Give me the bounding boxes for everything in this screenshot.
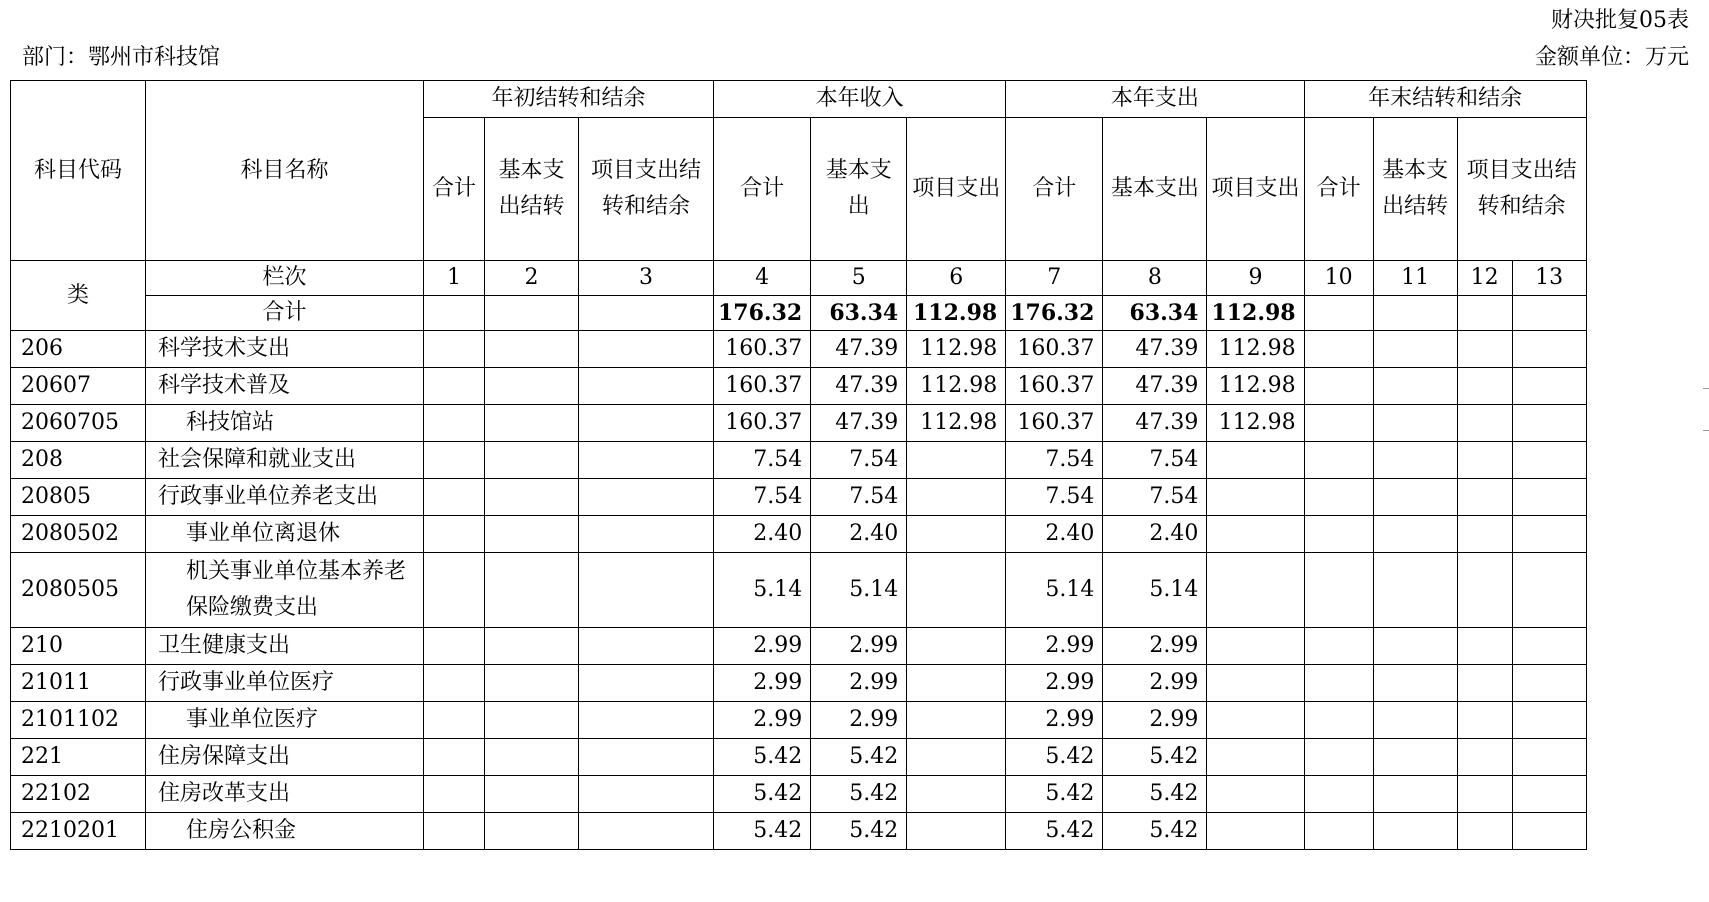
table-row (11, 665, 1587, 702)
table-cell: 2.99 (714, 665, 811, 702)
table-cell (1512, 516, 1586, 553)
table-row (11, 405, 1587, 442)
table-cell: 2.99 (811, 628, 907, 665)
header-group-opening-balance: 年初结转和结余 (424, 81, 714, 118)
table-cell (579, 296, 714, 331)
column-number: 2 (485, 261, 579, 296)
table-cell (1457, 296, 1512, 331)
table-cell (1304, 665, 1373, 702)
table-cell: 5.14 (811, 553, 907, 628)
table-cell (485, 702, 579, 739)
table-cell (1207, 776, 1304, 813)
table-cell (424, 405, 485, 442)
table-cell (485, 296, 579, 331)
table-row (11, 702, 1587, 739)
table-cell (1373, 405, 1457, 442)
table-cell (1512, 553, 1586, 628)
table-cell: 7.54 (1103, 442, 1207, 479)
table-cell (1512, 813, 1586, 850)
table-cell: 160.37 (1006, 331, 1103, 368)
table-cell: 2.99 (1103, 702, 1207, 739)
table-cell: 5.42 (811, 776, 907, 813)
table-cell (1304, 813, 1373, 850)
table-cell: 7.54 (1006, 479, 1103, 516)
table-cell (424, 665, 485, 702)
table-cell: 176.32 (1006, 296, 1103, 331)
table-cell (1207, 516, 1304, 553)
table-cell: 2.99 (1006, 702, 1103, 739)
department-label: 部门：鄂州市科技馆 (22, 45, 221, 70)
table-cell: 2.99 (714, 702, 811, 739)
table-cell (1304, 331, 1373, 368)
table-cell (1304, 553, 1373, 628)
subject-code-cell: 2101102 (11, 702, 146, 739)
table-cell (579, 516, 714, 553)
table-code: 财决批复05表 (1551, 8, 1689, 33)
table-cell: 2.99 (1103, 665, 1207, 702)
table-cell: 5.42 (1006, 739, 1103, 776)
table-cell: 5.42 (1103, 739, 1207, 776)
table-cell (1304, 739, 1373, 776)
final-accounts-table (10, 80, 1587, 850)
table-cell: 112.98 (1207, 368, 1304, 405)
table-cell: 160.37 (714, 405, 811, 442)
header-sub: 合计 (1304, 118, 1373, 261)
column-number: 13 (1512, 261, 1586, 296)
table-cell: 112.98 (907, 405, 1006, 442)
table-cell (579, 776, 714, 813)
table-cell: 5.14 (714, 553, 811, 628)
table-cell (424, 628, 485, 665)
table-cell (424, 368, 485, 405)
table-cell (1457, 405, 1512, 442)
table-cell: 7.54 (811, 479, 907, 516)
header-sub: 项目支出结转和结余 (579, 118, 714, 261)
table-cell (1512, 665, 1586, 702)
table-cell (485, 405, 579, 442)
table-row (11, 776, 1587, 813)
table-cell (424, 331, 485, 368)
table-cell (1457, 665, 1512, 702)
table-cell: 2.40 (714, 516, 811, 553)
table-cell (1207, 739, 1304, 776)
header-sub: 基本支出结转 (485, 118, 579, 261)
column-number: 7 (1006, 261, 1103, 296)
table-cell (1512, 368, 1586, 405)
column-number: 1 (424, 261, 485, 296)
table-cell: 7.54 (1006, 442, 1103, 479)
column-number: 12 (1457, 261, 1512, 296)
table-cell (424, 739, 485, 776)
table-cell (1512, 776, 1586, 813)
table-cell (1373, 516, 1457, 553)
table-cell (485, 479, 579, 516)
table-cell (1457, 516, 1512, 553)
table-cell (1457, 368, 1512, 405)
subject-name-cell: 住房公积金 (146, 813, 424, 850)
subject-code-cell: 21011 (11, 665, 146, 702)
header-sub: 基本支出结转 (1373, 118, 1457, 261)
table-cell: 47.39 (811, 331, 907, 368)
table-cell (424, 702, 485, 739)
subject-name-cell: 事业单位医疗 (146, 702, 424, 739)
table-cell (1304, 516, 1373, 553)
table-cell (907, 813, 1006, 850)
table-cell: 5.14 (1006, 553, 1103, 628)
table-cell: 2.40 (1103, 516, 1207, 553)
table-cell: 5.42 (714, 813, 811, 850)
table-cell (485, 516, 579, 553)
table-cell (579, 813, 714, 850)
table-row (11, 331, 1587, 368)
table-cell: 160.37 (714, 368, 811, 405)
table-cell (1512, 739, 1586, 776)
table-cell (1457, 479, 1512, 516)
header-sub: 基本支出 (1103, 118, 1207, 261)
table-cell: 7.54 (811, 442, 907, 479)
table-row (11, 553, 1587, 628)
table-cell (485, 368, 579, 405)
table-cell: 5.42 (714, 776, 811, 813)
table-row (11, 516, 1587, 553)
header-sub: 合计 (714, 118, 811, 261)
column-number: 3 (579, 261, 714, 296)
column-number: 8 (1103, 261, 1207, 296)
table-cell (1373, 442, 1457, 479)
table-cell (1457, 331, 1512, 368)
subject-code-cell: 206 (11, 331, 146, 368)
table-row (11, 739, 1587, 776)
subject-code-cell: 2210201 (11, 813, 146, 850)
table-cell (485, 553, 579, 628)
table-cell (1207, 665, 1304, 702)
table-cell: 2.40 (1006, 516, 1103, 553)
table-cell: 160.37 (714, 331, 811, 368)
table-cell (1457, 776, 1512, 813)
header-sub: 项目支出 (907, 118, 1006, 261)
table-cell (907, 553, 1006, 628)
totals-row (11, 296, 1587, 331)
subject-name-cell: 科技馆站 (146, 405, 424, 442)
table-cell: 2.99 (714, 628, 811, 665)
table-cell (907, 628, 1006, 665)
header-sub: 合计 (424, 118, 485, 261)
table-cell: 7.54 (714, 442, 811, 479)
table-cell (1304, 776, 1373, 813)
table-cell (579, 479, 714, 516)
table-cell (907, 479, 1006, 516)
table-cell: 2.99 (811, 702, 907, 739)
table-cell (1512, 628, 1586, 665)
table-cell: 112.98 (907, 368, 1006, 405)
subject-name-cell: 科学技术普及 (146, 368, 424, 405)
table-cell (424, 479, 485, 516)
table-cell: 160.37 (1006, 368, 1103, 405)
table-cell (1457, 553, 1512, 628)
header-group-closing-balance: 年末结转和结余 (1304, 81, 1586, 118)
subject-name-cell: 机关事业单位基本养老保险缴费支出 (146, 553, 424, 628)
table-cell (1373, 813, 1457, 850)
table-cell (579, 442, 714, 479)
table-cell (579, 553, 714, 628)
table-cell (1207, 813, 1304, 850)
table-cell: 176.32 (714, 296, 811, 331)
table-cell (485, 442, 579, 479)
table-cell: 112.98 (1207, 331, 1304, 368)
table-cell: 47.39 (1103, 405, 1207, 442)
table-cell (1373, 702, 1457, 739)
table-cell (1207, 479, 1304, 516)
table-cell (579, 702, 714, 739)
table-cell (1304, 479, 1373, 516)
subject-code-cell: 20607 (11, 368, 146, 405)
table-cell: 5.42 (811, 739, 907, 776)
table-cell (1304, 296, 1373, 331)
header-subject-name: 科目名称 (146, 81, 424, 261)
header-group-expenditure: 本年支出 (1006, 81, 1304, 118)
column-number: 11 (1373, 261, 1457, 296)
table-cell: 5.42 (1103, 776, 1207, 813)
table-cell (1207, 628, 1304, 665)
subject-code-cell: 20805 (11, 479, 146, 516)
table-cell (1373, 479, 1457, 516)
table-cell (424, 516, 485, 553)
table-cell (1512, 405, 1586, 442)
header-subject-code: 科目代码 (11, 81, 146, 261)
column-number: 4 (714, 261, 811, 296)
table-cell (1207, 442, 1304, 479)
column-number: 6 (907, 261, 1006, 296)
table-cell (579, 739, 714, 776)
header-sub: 基本支出 (811, 118, 907, 261)
table-cell (1457, 739, 1512, 776)
table-cell (1373, 331, 1457, 368)
scrollbar-tick (1703, 430, 1709, 431)
subject-name-cell: 事业单位离退休 (146, 516, 424, 553)
table-cell: 5.42 (811, 813, 907, 850)
table-cell (1207, 702, 1304, 739)
table-cell (907, 665, 1006, 702)
table-cell: 160.37 (1006, 405, 1103, 442)
subject-code-cell: 2080502 (11, 516, 146, 553)
column-index-row (11, 261, 1587, 296)
table-cell (485, 331, 579, 368)
subject-code-cell: 2060705 (11, 405, 146, 442)
table-cell: 112.98 (1207, 405, 1304, 442)
row-index-label: 栏次 (146, 261, 424, 296)
table-cell (907, 442, 1006, 479)
table-cell (1373, 553, 1457, 628)
table-cell (1512, 331, 1586, 368)
table-cell: 112.98 (1207, 296, 1304, 331)
table-cell (579, 331, 714, 368)
table-cell (579, 628, 714, 665)
header-row-groups (11, 81, 1587, 118)
table-cell (907, 776, 1006, 813)
table-cell (1304, 442, 1373, 479)
table-cell (1373, 665, 1457, 702)
table-cell (1457, 442, 1512, 479)
totals-label: 合计 (146, 296, 424, 331)
scrollbar-tick (1703, 388, 1709, 389)
table-cell (1304, 368, 1373, 405)
table-cell (424, 813, 485, 850)
column-number: 9 (1207, 261, 1304, 296)
table-cell (1373, 776, 1457, 813)
table-cell (485, 813, 579, 850)
table-cell (579, 665, 714, 702)
table-cell (1373, 368, 1457, 405)
table-cell: 5.42 (1006, 776, 1103, 813)
table-row (11, 813, 1587, 850)
table-cell (485, 628, 579, 665)
subject-name-cell: 科学技术支出 (146, 331, 424, 368)
table-cell: 63.34 (811, 296, 907, 331)
table-cell: 2.99 (1103, 628, 1207, 665)
table-cell: 63.34 (1103, 296, 1207, 331)
table-cell (424, 553, 485, 628)
subject-code-cell: 2080505 (11, 553, 146, 628)
table-cell (424, 296, 485, 331)
header-sub: 项目支出 (1207, 118, 1304, 261)
table-cell: 2.99 (1006, 628, 1103, 665)
subject-name-cell: 住房保障支出 (146, 739, 424, 776)
table-cell: 47.39 (1103, 368, 1207, 405)
table-cell: 47.39 (811, 405, 907, 442)
table-cell (1457, 702, 1512, 739)
table-cell (1373, 628, 1457, 665)
table-cell (1373, 739, 1457, 776)
subject-name-cell: 行政事业单位养老支出 (146, 479, 424, 516)
table-cell (907, 739, 1006, 776)
table-cell: 7.54 (1103, 479, 1207, 516)
table-cell (1512, 702, 1586, 739)
subject-name-cell: 行政事业单位医疗 (146, 665, 424, 702)
table-cell (485, 665, 579, 702)
subject-code-cell: 22102 (11, 776, 146, 813)
subject-code-cell: 208 (11, 442, 146, 479)
category-label: 类 (11, 261, 146, 331)
table-cell (579, 368, 714, 405)
table-cell (1457, 628, 1512, 665)
column-number: 5 (811, 261, 907, 296)
table-cell (1512, 479, 1586, 516)
subject-code-cell: 221 (11, 739, 146, 776)
subject-name-cell: 社会保障和就业支出 (146, 442, 424, 479)
table-row (11, 368, 1587, 405)
table-cell: 7.54 (714, 479, 811, 516)
table-cell (424, 442, 485, 479)
table-cell (907, 702, 1006, 739)
table-cell (424, 776, 485, 813)
table-row (11, 442, 1587, 479)
table-body (11, 81, 1587, 850)
table-cell (1207, 553, 1304, 628)
table-cell: 2.40 (811, 516, 907, 553)
table-row (11, 479, 1587, 516)
header-group-income: 本年收入 (714, 81, 1006, 118)
subject-name-cell: 住房改革支出 (146, 776, 424, 813)
table-cell (1512, 296, 1586, 331)
table-cell: 2.99 (1006, 665, 1103, 702)
table-cell (485, 739, 579, 776)
table-cell: 5.42 (1103, 813, 1207, 850)
table-cell: 47.39 (811, 368, 907, 405)
table-cell (485, 776, 579, 813)
table-cell (1304, 405, 1373, 442)
table-cell (907, 516, 1006, 553)
header-sub: 合计 (1006, 118, 1103, 261)
table-cell (1512, 442, 1586, 479)
amount-unit-label: 金额单位：万元 (1534, 45, 1689, 70)
table-cell (1304, 702, 1373, 739)
table-cell (1457, 813, 1512, 850)
table-cell: 112.98 (907, 296, 1006, 331)
subject-name-cell: 卫生健康支出 (146, 628, 424, 665)
table-cell: 5.14 (1103, 553, 1207, 628)
subject-code-cell: 210 (11, 628, 146, 665)
table-cell: 5.42 (714, 739, 811, 776)
table-row (11, 628, 1587, 665)
table-cell: 5.42 (1006, 813, 1103, 850)
table-cell (579, 405, 714, 442)
table-cell: 2.99 (811, 665, 907, 702)
table-cell: 47.39 (1103, 331, 1207, 368)
table-cell: 112.98 (907, 331, 1006, 368)
table-cell (1304, 628, 1373, 665)
table-cell (1373, 296, 1457, 331)
column-number: 10 (1304, 261, 1373, 296)
header-sub: 项目支出结转和结余 (1457, 118, 1586, 261)
